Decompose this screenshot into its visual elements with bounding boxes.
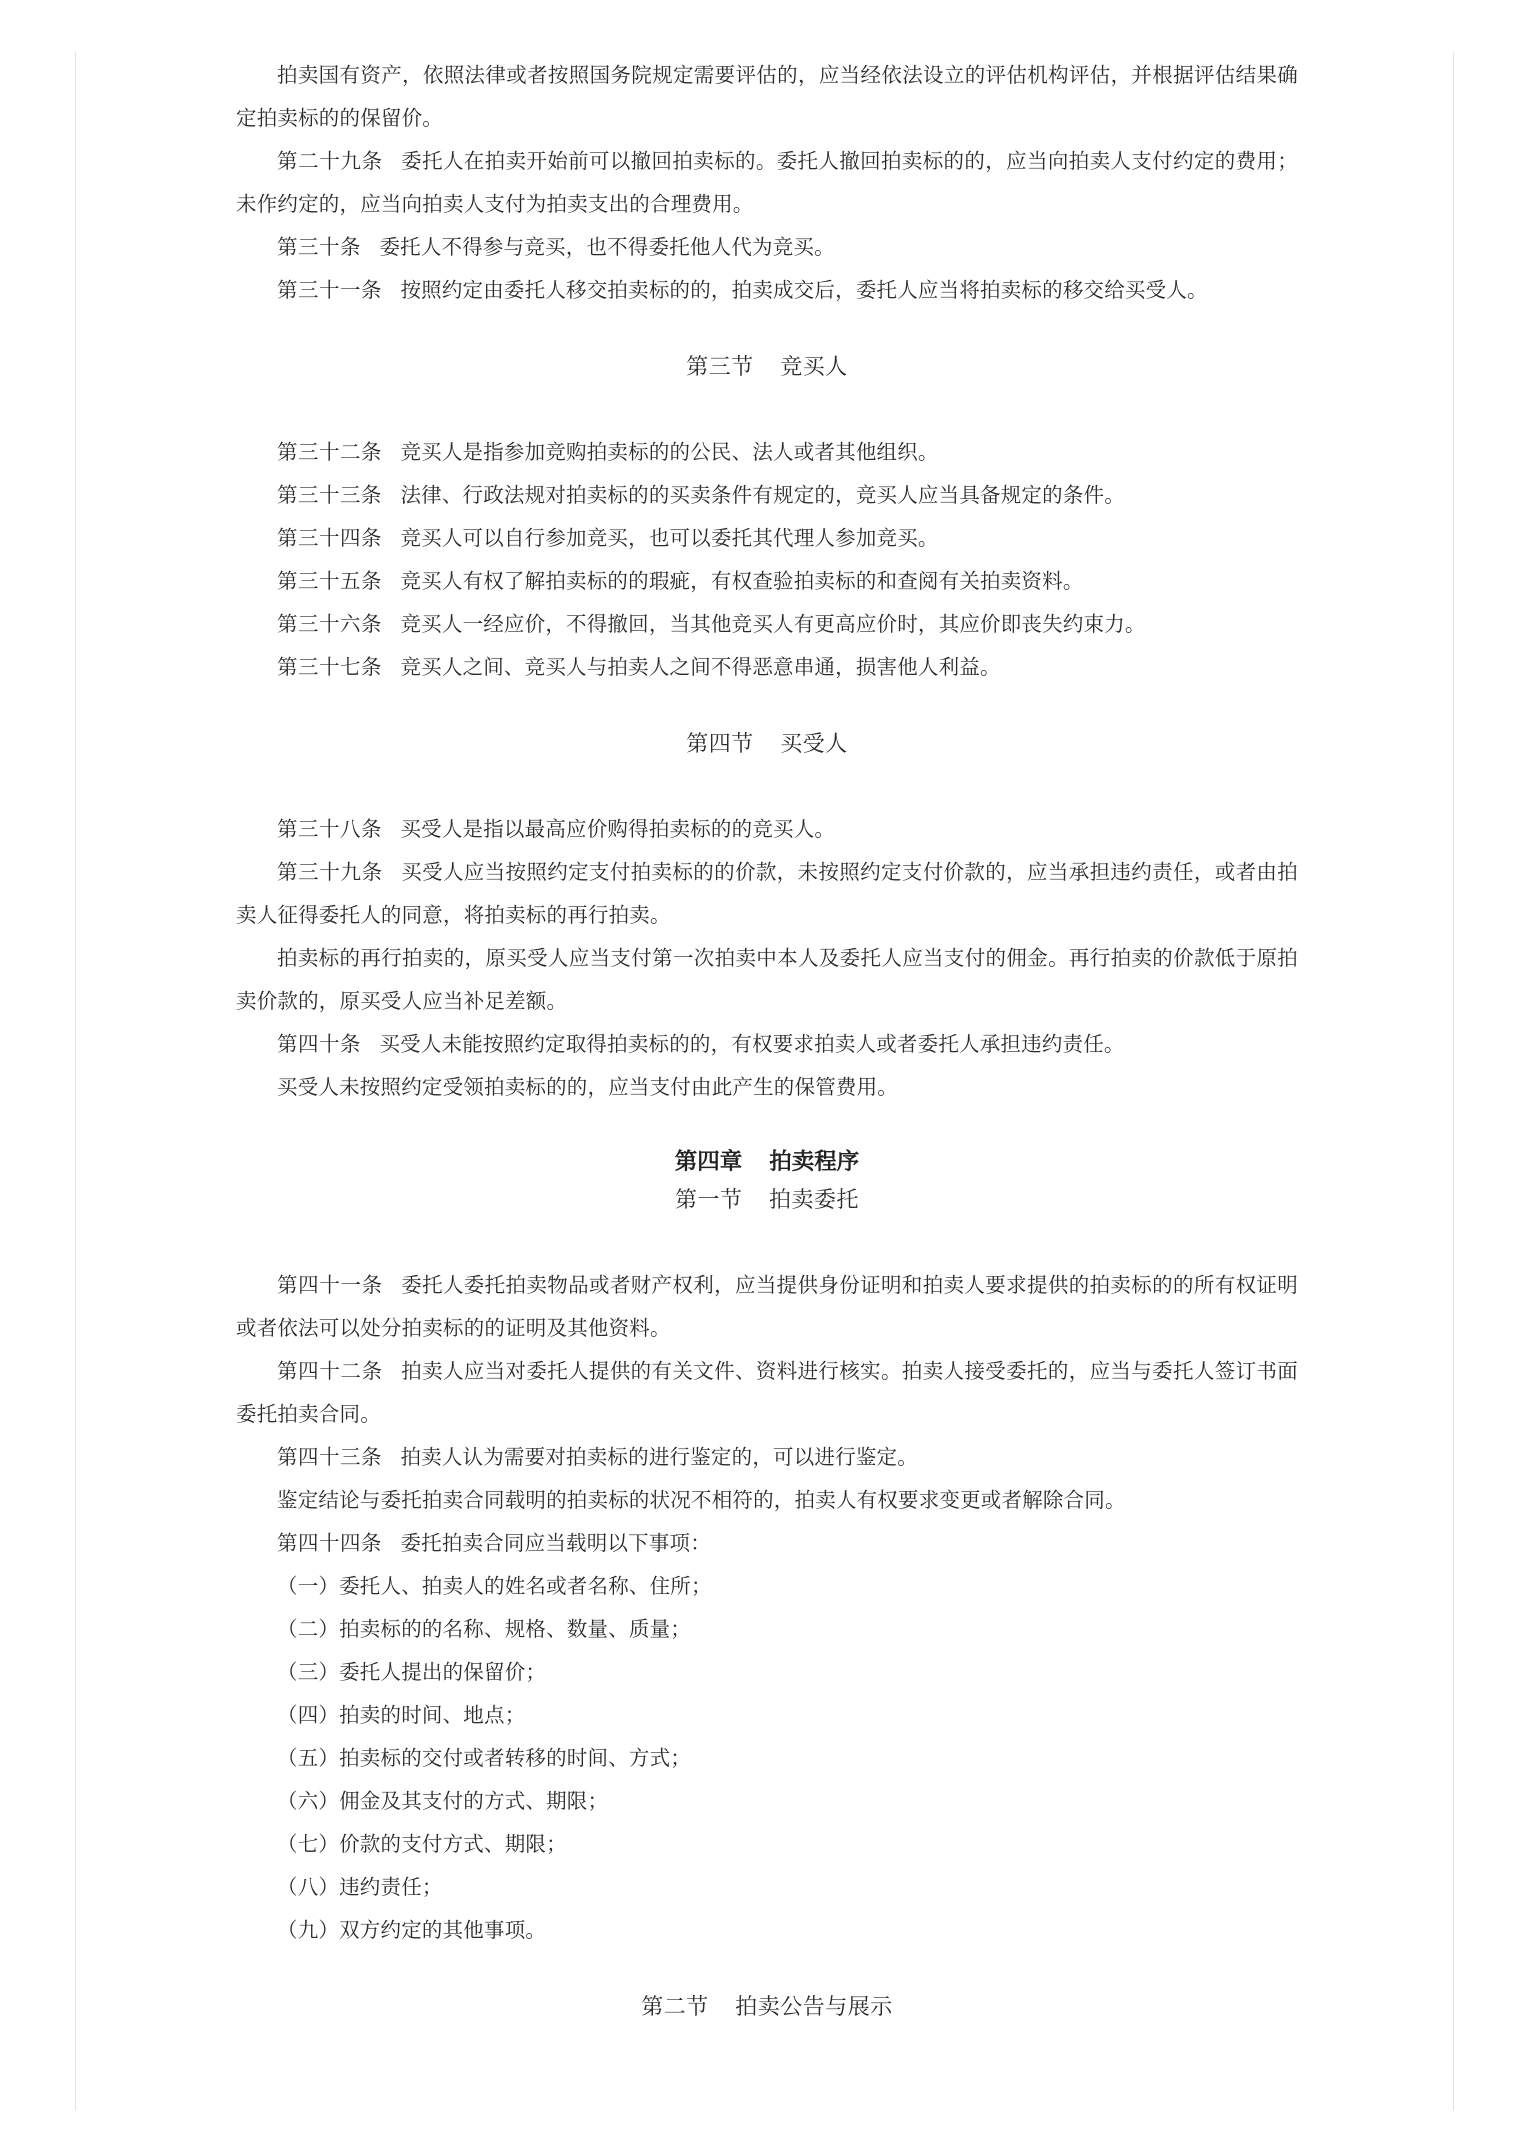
spacer (236, 1221, 1298, 1264)
paragraph (236, 1608, 1298, 1651)
paragraph (236, 1909, 1298, 1952)
paragraph-text: 拍卖标的再行拍卖的，原买受人应当支付第一次拍卖中本人及委托人应当支付的佣金。再行拍卖的价款低于原拍卖价款的，原买受人应当补足差额。 (236, 946, 1298, 1013)
article-paragraph (236, 1436, 1298, 1479)
paragraph (236, 1780, 1298, 1823)
paragraph-text: 竞买人是指参加竞购拍卖标的的公民、法人或者其他组织。 (400, 440, 939, 464)
section-number: 第二节 (641, 1995, 709, 2020)
section-heading (236, 1181, 1298, 1221)
paragraph-text: （八）违约责任； (277, 1875, 443, 1899)
paragraph-text: （九）双方约定的其他事项。 (277, 1918, 547, 1942)
paragraph-text: 买受人是指以最高应价购得拍卖标的的竞买人。 (400, 817, 836, 841)
article-number: 第三十三条 (277, 483, 382, 507)
paragraph-text: 委托人在拍卖开始前可以撤回拍卖标的。委托人撤回拍卖标的的，应当向拍卖人支付约定的费用；未作约定的，应当向拍卖人支付为拍卖支出的合理费用。 (236, 149, 1298, 216)
paragraph-text: 委托人不得参与竞买，也不得委托他人代为竞买。 (379, 235, 835, 259)
article-paragraph (236, 851, 1298, 937)
spacer (236, 689, 1298, 725)
article-number: 第三十四条 (277, 526, 382, 550)
article-paragraph (236, 808, 1298, 851)
article-paragraph (236, 517, 1298, 560)
article-paragraph (236, 269, 1298, 312)
article-number: 第三十二条 (277, 440, 382, 464)
page-border-left (75, 52, 76, 2110)
paragraph (236, 1737, 1298, 1780)
paragraph-text: 买受人未能按照约定取得拍卖标的的，有权要求拍卖人或者委托人承担违约责任。 (379, 1032, 1125, 1056)
section-title: 竞买人 (780, 355, 848, 380)
article-number: 第三十五条 (277, 569, 382, 593)
article-paragraph (236, 474, 1298, 517)
paragraph (236, 1823, 1298, 1866)
paragraph-text: 拍卖人认为需要对拍卖标的进行鉴定的，可以进行鉴定。 (400, 1445, 918, 1469)
paragraph-text: （二）拍卖标的的名称、规格、数量、质量； (277, 1617, 691, 1641)
paragraph (236, 1866, 1298, 1909)
chapter-number: 第四章 (674, 1149, 743, 1175)
paragraph-text: （七）价款的支付方式、期限； (277, 1832, 567, 1856)
section-number: 第一节 (675, 1188, 743, 1213)
section-title: 拍卖委托 (768, 1188, 859, 1213)
paragraph (236, 54, 1298, 140)
paragraph-text: 竞买人有权了解拍卖标的的瑕疵，有权查验拍卖标的和查阅有关拍卖资料。 (400, 569, 1084, 593)
paragraph (236, 937, 1298, 1023)
article-number: 第三十条 (277, 235, 361, 259)
paragraph-text: 鉴定结论与委托拍卖合同载明的拍卖标的状况不相符的，拍卖人有权要求变更或者解除合同。 (277, 1488, 1126, 1512)
paragraph-text: 竞买人可以自行参加竞买，也可以委托其代理人参加竞买。 (400, 526, 939, 550)
chapter-heading (236, 1143, 1298, 1181)
article-number: 第四十一条 (277, 1273, 383, 1297)
chapter-title: 拍卖程序 (769, 1149, 860, 1175)
article-number: 第四十二条 (277, 1359, 383, 1383)
section-heading (236, 725, 1298, 765)
document-body (236, 54, 1298, 2028)
paragraph-text: 拍卖国有资产，依照法律或者按照国务院规定需要评估的，应当经依法设立的评估机构评估，并根据评估结果确定拍卖标的的保留价。 (236, 63, 1298, 130)
article-paragraph (236, 226, 1298, 269)
article-number: 第三十六条 (277, 612, 382, 636)
article-number: 第三十九条 (277, 860, 383, 884)
spacer (236, 1952, 1298, 1988)
paragraph (236, 1565, 1298, 1608)
paragraph-text: （五）拍卖标的交付或者转移的时间、方式； (277, 1746, 691, 1770)
section-heading (236, 1988, 1298, 2028)
spacer (236, 1109, 1298, 1143)
paragraph-text: （一）委托人、拍卖人的姓名或者名称、住所； (277, 1574, 712, 1598)
paragraph-text: （四）拍卖的时间、地点； (277, 1703, 526, 1727)
article-number: 第四十三条 (277, 1445, 382, 1469)
paragraph-text: 竞买人一经应价，不得撤回，当其他竞买人有更高应价时，其应价即丧失约束力。 (400, 612, 1146, 636)
article-paragraph (236, 1522, 1298, 1565)
article-paragraph (236, 560, 1298, 603)
article-number: 第二十九条 (277, 149, 383, 173)
spacer (236, 765, 1298, 808)
paragraph-text: 按照约定由委托人移交拍卖标的的，拍卖成交后，委托人应当将拍卖标的移交给买受人。 (400, 278, 1208, 302)
paragraph-text: 竞买人之间、竞买人与拍卖人之间不得恶意串通，损害他人利益。 (400, 655, 1001, 679)
spacer (236, 388, 1298, 431)
article-number: 第三十八条 (277, 817, 382, 841)
page-border-right (1453, 52, 1454, 2110)
paragraph-text: 法律、行政法规对拍卖标的的买卖条件有规定的，竞买人应当具备规定的条件。 (400, 483, 1125, 507)
article-paragraph (236, 603, 1298, 646)
section-heading (236, 348, 1298, 388)
paragraph-text: （六）佣金及其支付的方式、期限； (277, 1789, 609, 1813)
article-number: 第三十七条 (277, 655, 382, 679)
paragraph-text: （三）委托人提出的保留价； (277, 1660, 547, 1684)
paragraph (236, 1694, 1298, 1737)
paragraph (236, 1066, 1298, 1109)
article-paragraph (236, 431, 1298, 474)
article-paragraph (236, 646, 1298, 689)
paragraph-text: 委托人委托拍卖物品或者财产权利，应当提供身份证明和拍卖人要求提供的拍卖标的的所有权证明或者依法可以处分拍卖标的的证明及其他资料。 (236, 1273, 1298, 1340)
article-number: 第四十四条 (277, 1531, 382, 1555)
paragraph (236, 1651, 1298, 1694)
article-number: 第三十一条 (277, 278, 382, 302)
article-paragraph (236, 140, 1298, 226)
section-title: 买受人 (780, 732, 848, 757)
article-paragraph (236, 1350, 1298, 1436)
paragraph-text: 委托拍卖合同应当载明以下事项： (400, 1531, 711, 1555)
paragraph-text: 买受人未按照约定受领拍卖标的的，应当支付由此产生的保管费用。 (277, 1075, 898, 1099)
section-number: 第三节 (686, 355, 754, 380)
article-paragraph (236, 1264, 1298, 1350)
paragraph-text: 拍卖人应当对委托人提供的有关文件、资料进行核实。拍卖人接受委托的，应当与委托人签订书面委托拍卖合同。 (236, 1359, 1298, 1426)
paragraph (236, 1479, 1298, 1522)
article-number: 第四十条 (277, 1032, 361, 1056)
section-number: 第四节 (686, 732, 754, 757)
article-paragraph (236, 1023, 1298, 1066)
section-title: 拍卖公告与展示 (735, 1995, 893, 2020)
spacer (236, 312, 1298, 348)
paragraph-text: 买受人应当按照约定支付拍卖标的的价款，未按照约定支付价款的，应当承担违约责任，或者由拍卖人征得委托人的同意，将拍卖标的再行拍卖。 (236, 860, 1298, 927)
